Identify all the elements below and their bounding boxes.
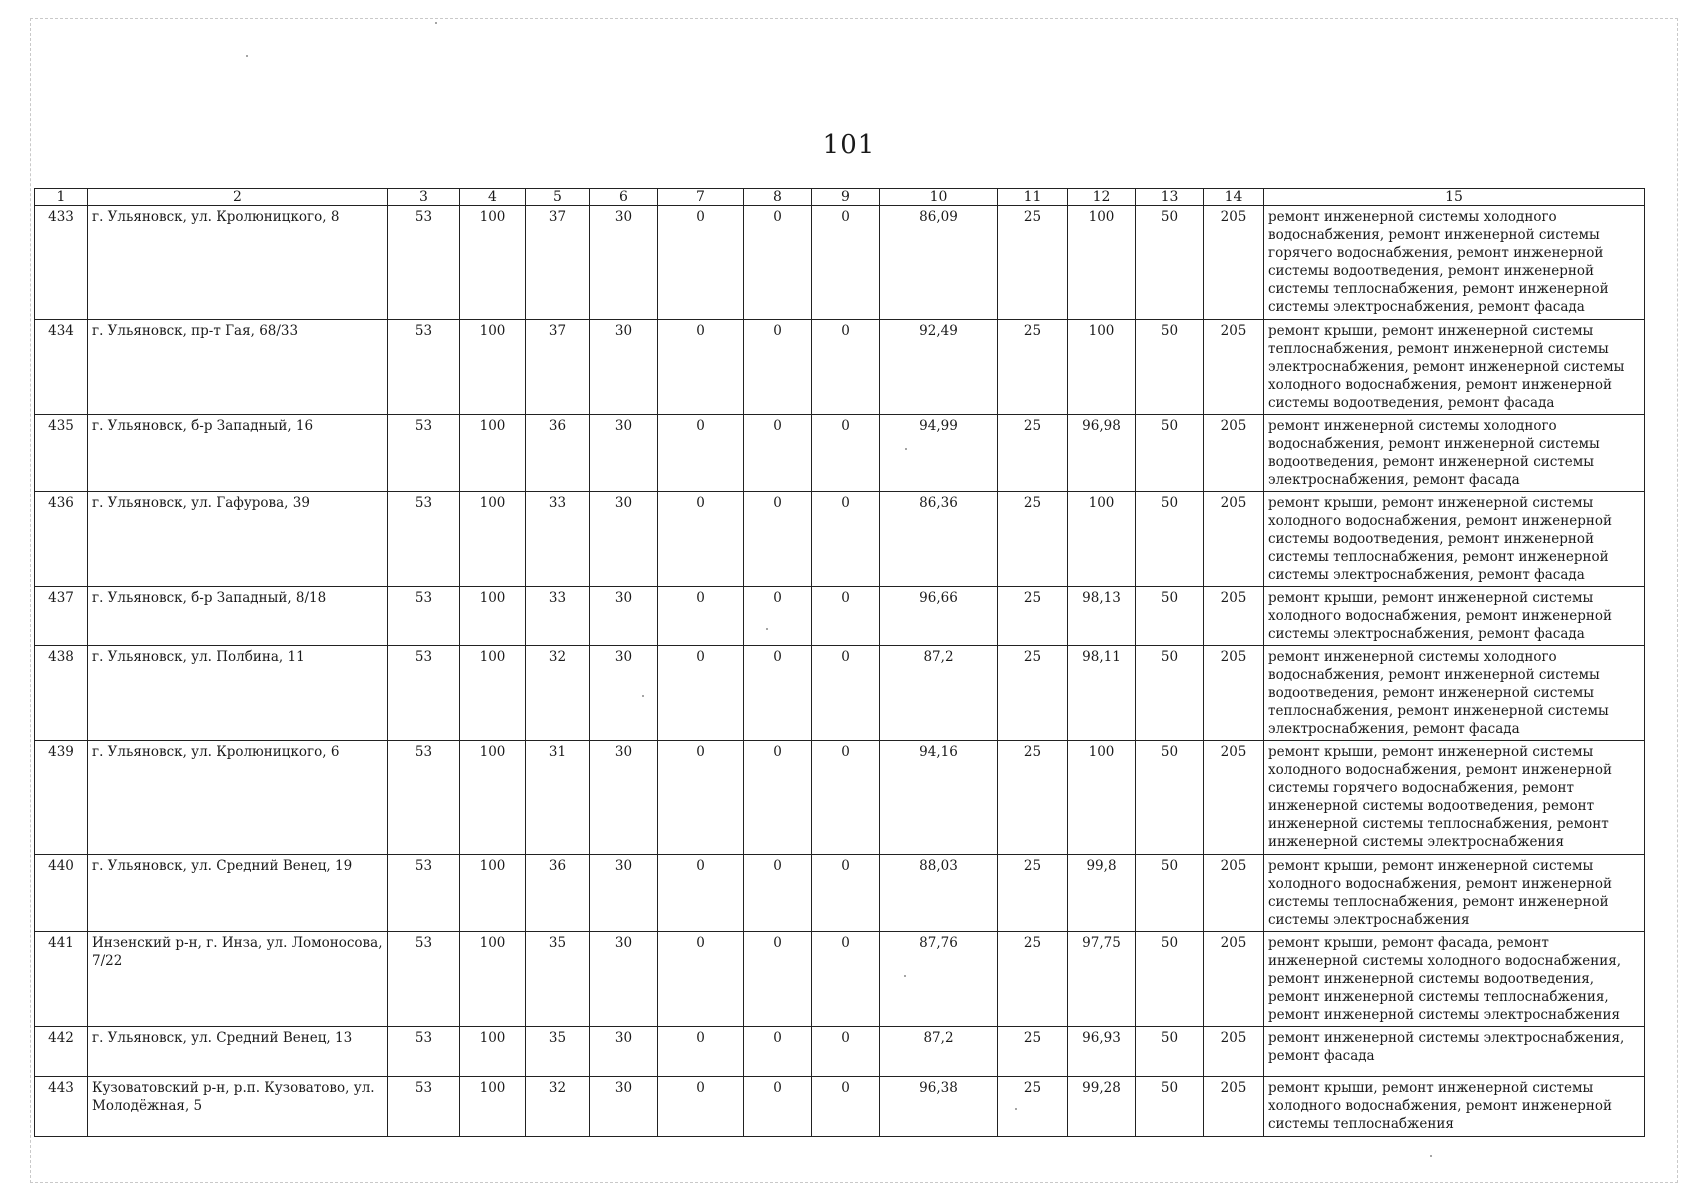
col-10: 94,16 xyxy=(880,741,998,855)
col-10: 88,03 xyxy=(880,855,998,932)
works-list: ремонт крыши, ремонт инженерной системы холодного водоснабжения, ремонт инженерной системы горячего водоснабжения, ремонт инженерной системы водоотведения, ремонт инженерной системы теплоснабжения, ремонт инженерной системы электроснабжения xyxy=(1264,741,1645,855)
col-13: 50 xyxy=(1136,415,1204,492)
works-list: ремонт инженерной системы электроснабжения, ремонт фасада xyxy=(1264,1027,1645,1077)
table-row xyxy=(35,741,1645,855)
col-10: 87,76 xyxy=(880,932,998,1027)
col-5: 33 xyxy=(526,587,590,646)
works-list: ремонт инженерной системы холодного водоснабжения, ремонт инженерной системы горячего водоснабжения, ремонт инженерной системы водоотведения, ремонт инженерной системы теплоснабжения, ремонт инженерной системы электроснабжения, ремонт фасада xyxy=(1264,206,1645,320)
column-header-8: 8 xyxy=(744,189,812,206)
address: г. Ульяновск, ул. Средний Венец, 13 xyxy=(88,1027,388,1077)
col-6: 30 xyxy=(590,587,658,646)
col-11: 25 xyxy=(998,320,1068,415)
works-list: ремонт инженерной системы холодного водоснабжения, ремонт инженерной системы водоотведения, ремонт инженерной системы электроснабжения, ремонт фасада xyxy=(1264,415,1645,492)
col-13: 50 xyxy=(1136,855,1204,932)
col-10: 94,99 xyxy=(880,415,998,492)
col-14: 205 xyxy=(1204,415,1264,492)
col-12: 100 xyxy=(1068,741,1136,855)
col-9: 0 xyxy=(812,1027,880,1077)
col-10: 92,49 xyxy=(880,320,998,415)
row-number: 436 xyxy=(35,492,88,587)
row-number: 435 xyxy=(35,415,88,492)
col-14: 205 xyxy=(1204,206,1264,320)
col-5: 31 xyxy=(526,741,590,855)
col-9: 0 xyxy=(812,855,880,932)
col-6: 30 xyxy=(590,855,658,932)
col-9: 0 xyxy=(812,741,880,855)
col-6: 30 xyxy=(590,492,658,587)
col-5: 32 xyxy=(526,1077,590,1137)
table-row xyxy=(35,206,1645,320)
table-row xyxy=(35,320,1645,415)
column-header-6: 6 xyxy=(590,189,658,206)
scan-speck xyxy=(246,55,248,57)
works-list: ремонт крыши, ремонт фасада, ремонт инженерной системы холодного водоснабжения, ремонт инженерной системы водоотведения, ремонт инженерной системы теплоснабжения, ремонт инженерной системы электроснабжения xyxy=(1264,932,1645,1027)
col-7: 0 xyxy=(658,646,744,741)
col-7: 0 xyxy=(658,206,744,320)
col-9: 0 xyxy=(812,587,880,646)
table-row xyxy=(35,1027,1645,1077)
col-8: 0 xyxy=(744,646,812,741)
col-3: 53 xyxy=(388,932,460,1027)
table-row xyxy=(35,1077,1645,1137)
col-14: 205 xyxy=(1204,932,1264,1027)
col-8: 0 xyxy=(744,415,812,492)
col-14: 205 xyxy=(1204,587,1264,646)
col-3: 53 xyxy=(388,1027,460,1077)
col-8: 0 xyxy=(744,587,812,646)
col-11: 25 xyxy=(998,741,1068,855)
col-6: 30 xyxy=(590,415,658,492)
col-13: 50 xyxy=(1136,492,1204,587)
col-5: 35 xyxy=(526,932,590,1027)
works-list: ремонт крыши, ремонт инженерной системы холодного водоснабжения, ремонт инженерной системы электроснабжения, ремонт фасада xyxy=(1264,587,1645,646)
table-row xyxy=(35,855,1645,932)
col-4: 100 xyxy=(460,587,526,646)
table-row xyxy=(35,587,1645,646)
col-6: 30 xyxy=(590,206,658,320)
col-6: 30 xyxy=(590,932,658,1027)
col-11: 25 xyxy=(998,415,1068,492)
address: г. Ульяновск, пр-т Гая, 68/33 xyxy=(88,320,388,415)
col-13: 50 xyxy=(1136,320,1204,415)
col-12: 98,11 xyxy=(1068,646,1136,741)
col-3: 53 xyxy=(388,855,460,932)
col-5: 32 xyxy=(526,646,590,741)
scan-speck xyxy=(642,695,644,697)
column-header-15: 15 xyxy=(1264,189,1645,206)
col-7: 0 xyxy=(658,492,744,587)
header-row xyxy=(35,189,1645,206)
col-14: 205 xyxy=(1204,855,1264,932)
col-10: 87,2 xyxy=(880,1027,998,1077)
col-14: 205 xyxy=(1204,320,1264,415)
address: г. Ульяновск, ул. Кролюницкого, 6 xyxy=(88,741,388,855)
col-10: 87,2 xyxy=(880,646,998,741)
col-7: 0 xyxy=(658,1027,744,1077)
row-number: 443 xyxy=(35,1077,88,1137)
column-header-9: 9 xyxy=(812,189,880,206)
col-14: 205 xyxy=(1204,741,1264,855)
col-8: 0 xyxy=(744,1027,812,1077)
col-4: 100 xyxy=(460,1027,526,1077)
scan-speck xyxy=(435,22,437,24)
scan-speck xyxy=(905,448,907,450)
col-7: 0 xyxy=(658,587,744,646)
col-7: 0 xyxy=(658,415,744,492)
col-10: 86,36 xyxy=(880,492,998,587)
works-list: ремонт крыши, ремонт инженерной системы холодного водоснабжения, ремонт инженерной системы теплоснабжения, ремонт инженерной системы электроснабжения xyxy=(1264,855,1645,932)
column-header-1: 1 xyxy=(35,189,88,206)
col-4: 100 xyxy=(460,492,526,587)
col-11: 25 xyxy=(998,1077,1068,1137)
col-9: 0 xyxy=(812,932,880,1027)
col-11: 25 xyxy=(998,646,1068,741)
column-header-2: 2 xyxy=(88,189,388,206)
col-7: 0 xyxy=(658,320,744,415)
table-row xyxy=(35,932,1645,1027)
col-12: 96,98 xyxy=(1068,415,1136,492)
col-12: 98,13 xyxy=(1068,587,1136,646)
col-13: 50 xyxy=(1136,932,1204,1027)
column-header-5: 5 xyxy=(526,189,590,206)
col-13: 50 xyxy=(1136,1027,1204,1077)
col-12: 99,28 xyxy=(1068,1077,1136,1137)
col-6: 30 xyxy=(590,646,658,741)
col-11: 25 xyxy=(998,1027,1068,1077)
col-3: 53 xyxy=(388,320,460,415)
col-13: 50 xyxy=(1136,741,1204,855)
col-4: 100 xyxy=(460,855,526,932)
col-10: 86,09 xyxy=(880,206,998,320)
col-5: 36 xyxy=(526,855,590,932)
row-number: 440 xyxy=(35,855,88,932)
col-3: 53 xyxy=(388,1077,460,1137)
col-8: 0 xyxy=(744,492,812,587)
col-5: 37 xyxy=(526,320,590,415)
works-list: ремонт крыши, ремонт инженерной системы теплоснабжения, ремонт инженерной системы электроснабжения, ремонт инженерной системы холодного водоснабжения, ремонт инженерной системы водоотведения, ремонт фасада xyxy=(1264,320,1645,415)
row-number: 434 xyxy=(35,320,88,415)
column-header-12: 12 xyxy=(1068,189,1136,206)
column-header-3: 3 xyxy=(388,189,460,206)
col-3: 53 xyxy=(388,492,460,587)
col-10: 96,66 xyxy=(880,587,998,646)
col-8: 0 xyxy=(744,320,812,415)
row-number: 437 xyxy=(35,587,88,646)
col-7: 0 xyxy=(658,1077,744,1137)
col-5: 33 xyxy=(526,492,590,587)
col-7: 0 xyxy=(658,741,744,855)
address: Кузоватовский р-н, р.п. Кузоватово, ул. Молодёжная, 5 xyxy=(88,1077,388,1137)
col-10: 96,38 xyxy=(880,1077,998,1137)
col-4: 100 xyxy=(460,320,526,415)
data-table xyxy=(34,188,1645,1137)
col-6: 30 xyxy=(590,1027,658,1077)
address: г. Ульяновск, ул. Кролюницкого, 8 xyxy=(88,206,388,320)
col-11: 25 xyxy=(998,932,1068,1027)
col-9: 0 xyxy=(812,1077,880,1137)
col-3: 53 xyxy=(388,415,460,492)
col-11: 25 xyxy=(998,587,1068,646)
column-header-11: 11 xyxy=(998,189,1068,206)
col-12: 100 xyxy=(1068,206,1136,320)
col-3: 53 xyxy=(388,646,460,741)
col-8: 0 xyxy=(744,1077,812,1137)
col-4: 100 xyxy=(460,646,526,741)
col-6: 30 xyxy=(590,320,658,415)
col-8: 0 xyxy=(744,855,812,932)
col-8: 0 xyxy=(744,932,812,1027)
table-row xyxy=(35,415,1645,492)
row-number: 441 xyxy=(35,932,88,1027)
col-12: 97,75 xyxy=(1068,932,1136,1027)
row-number: 438 xyxy=(35,646,88,741)
col-4: 100 xyxy=(460,932,526,1027)
col-6: 30 xyxy=(590,741,658,855)
column-header-4: 4 xyxy=(460,189,526,206)
col-5: 35 xyxy=(526,1027,590,1077)
address: г. Ульяновск, б-р Западный, 8/18 xyxy=(88,587,388,646)
col-4: 100 xyxy=(460,1077,526,1137)
row-number: 433 xyxy=(35,206,88,320)
col-13: 50 xyxy=(1136,646,1204,741)
scan-speck xyxy=(904,975,906,977)
row-number: 439 xyxy=(35,741,88,855)
scan-speck xyxy=(1015,1108,1017,1110)
col-9: 0 xyxy=(812,646,880,741)
works-list: ремонт инженерной системы холодного водоснабжения, ремонт инженерной системы водоотведения, ремонт инженерной системы теплоснабжения, ремонт инженерной системы электроснабжения, ремонт фасада xyxy=(1264,646,1645,741)
scan-speck xyxy=(1430,1155,1432,1157)
col-14: 205 xyxy=(1204,1027,1264,1077)
col-14: 205 xyxy=(1204,1077,1264,1137)
col-4: 100 xyxy=(460,415,526,492)
table-row xyxy=(35,492,1645,587)
col-4: 100 xyxy=(460,206,526,320)
col-14: 205 xyxy=(1204,492,1264,587)
col-14: 205 xyxy=(1204,646,1264,741)
col-5: 37 xyxy=(526,206,590,320)
col-3: 53 xyxy=(388,587,460,646)
column-header-13: 13 xyxy=(1136,189,1204,206)
col-11: 25 xyxy=(998,855,1068,932)
col-9: 0 xyxy=(812,415,880,492)
address: г. Ульяновск, б-р Западный, 16 xyxy=(88,415,388,492)
column-header-10: 10 xyxy=(880,189,998,206)
scan-speck xyxy=(766,628,768,630)
col-13: 50 xyxy=(1136,206,1204,320)
col-7: 0 xyxy=(658,855,744,932)
col-9: 0 xyxy=(812,320,880,415)
row-number: 442 xyxy=(35,1027,88,1077)
col-8: 0 xyxy=(744,741,812,855)
col-5: 36 xyxy=(526,415,590,492)
col-9: 0 xyxy=(812,492,880,587)
address: Инзенский р-н, г. Инза, ул. Ломоносова, 7/22 xyxy=(88,932,388,1027)
col-12: 96,93 xyxy=(1068,1027,1136,1077)
col-6: 30 xyxy=(590,1077,658,1137)
col-9: 0 xyxy=(812,206,880,320)
address: г. Ульяновск, ул. Гафурова, 39 xyxy=(88,492,388,587)
works-list: ремонт крыши, ремонт инженерной системы холодного водоснабжения, ремонт инженерной системы теплоснабжения xyxy=(1264,1077,1645,1137)
col-11: 25 xyxy=(998,206,1068,320)
col-8: 0 xyxy=(744,206,812,320)
col-3: 53 xyxy=(388,741,460,855)
col-13: 50 xyxy=(1136,587,1204,646)
col-11: 25 xyxy=(998,492,1068,587)
col-7: 0 xyxy=(658,932,744,1027)
column-header-7: 7 xyxy=(658,189,744,206)
page-number: 101 xyxy=(822,130,876,160)
column-header-14: 14 xyxy=(1204,189,1264,206)
col-12: 99,8 xyxy=(1068,855,1136,932)
col-4: 100 xyxy=(460,741,526,855)
works-list: ремонт крыши, ремонт инженерной системы холодного водоснабжения, ремонт инженерной системы водоотведения, ремонт инженерной системы теплоснабжения, ремонт инженерной системы электроснабжения, ремонт фасада xyxy=(1264,492,1645,587)
col-12: 100 xyxy=(1068,492,1136,587)
col-12: 100 xyxy=(1068,320,1136,415)
address: г. Ульяновск, ул. Полбина, 11 xyxy=(88,646,388,741)
col-13: 50 xyxy=(1136,1077,1204,1137)
table-row xyxy=(35,646,1645,741)
col-3: 53 xyxy=(388,206,460,320)
address: г. Ульяновск, ул. Средний Венец, 19 xyxy=(88,855,388,932)
